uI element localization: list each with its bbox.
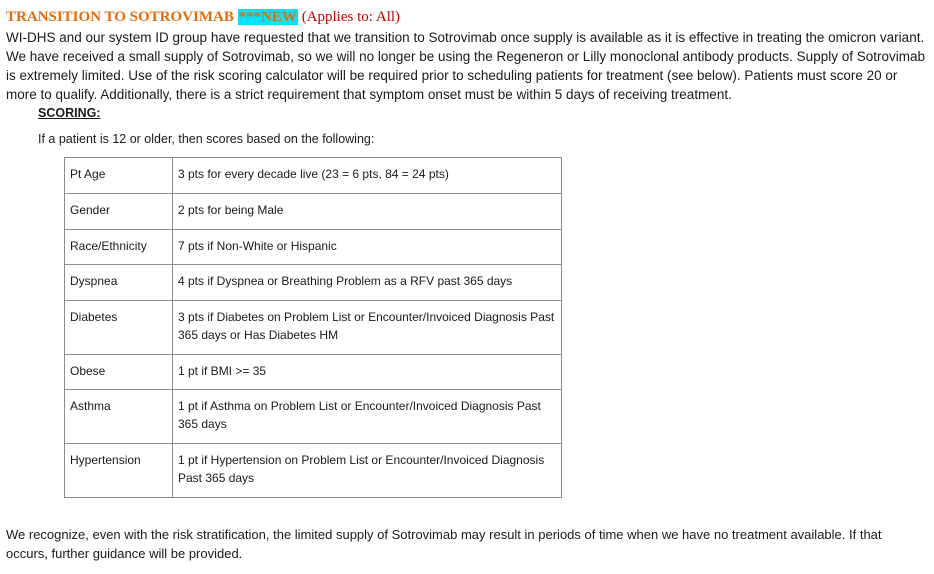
new-tag-highlight: ***NEW — [238, 9, 297, 25]
factor-cell: Obese — [65, 355, 173, 390]
points-cell: 7 pts if Non-White or Hispanic — [173, 230, 562, 265]
applies-to-label: (Applies to: All) — [301, 9, 401, 25]
factor-cell: Dyspnea — [65, 265, 173, 301]
table-row — [65, 390, 562, 444]
points-cell: 1 pt if Hypertension on Problem List or Encounter/Invoiced Diagnosis Past 365 days — [173, 444, 562, 498]
table-row — [65, 444, 562, 498]
points-cell: 1 pt if BMI >= 35 — [173, 355, 562, 390]
factor-cell: Pt Age — [65, 158, 173, 194]
title-text: TRANSITION TO SOTROVIMAB — [6, 9, 234, 25]
scoring-intro-text: If a patient is 12 or older, then scores based on the following: — [38, 132, 375, 146]
document-title — [6, 8, 400, 26]
table-row — [65, 230, 562, 265]
table-row — [65, 158, 562, 194]
closing-paragraph: We recognize, even with the risk stratification, the limited supply of Sotrovimab may result in periods of time when we have no treatment available. If that occurs, further guidance will be provided. — [6, 527, 882, 561]
factor-cell: Diabetes — [65, 301, 173, 355]
scoring-table — [64, 157, 562, 498]
points-cell: 2 pts for being Male — [173, 194, 562, 230]
points-cell: 3 pts for every decade live (23 = 6 pts, 84 = 24 pts) — [173, 158, 562, 194]
factor-cell: Race/Ethnicity — [65, 230, 173, 265]
factor-cell: Hypertension — [65, 444, 173, 498]
points-cell: 4 pts if Dyspnea or Breathing Problem as a RFV past 365 days — [173, 265, 562, 301]
table-row — [65, 301, 562, 355]
table-row — [65, 355, 562, 390]
points-cell: 1 pt if Asthma on Problem List or Encounter/Invoiced Diagnosis Past 365 days — [173, 390, 562, 444]
scoring-heading: SCORING: — [38, 106, 101, 120]
points-cell: 3 pts if Diabetes on Problem List or Encounter/Invoiced Diagnosis Past 365 days or Has Diabetes HM — [173, 301, 562, 355]
intro-paragraph: WI-DHS and our system ID group have requested that we transition to Sotrovimab once supply is available as it is effective in treating the omicron variant. We have received a small supply of Sotrovimab, so we will no longer be using the Regeneron or Lilly monoclonal antibody products. Supply of Sotrovimab is extremely limited. Use of the risk scoring calculator will be required prior to scheduling patients for treatment (see below). Patients must score 20 or more to qualify. Additionally, there is a strict requirement that symptom onset must be within 5 days of receiving treatment. — [6, 30, 925, 102]
table-row — [65, 265, 562, 301]
factor-cell: Gender — [65, 194, 173, 230]
factor-cell: Asthma — [65, 390, 173, 444]
table-row — [65, 194, 562, 230]
